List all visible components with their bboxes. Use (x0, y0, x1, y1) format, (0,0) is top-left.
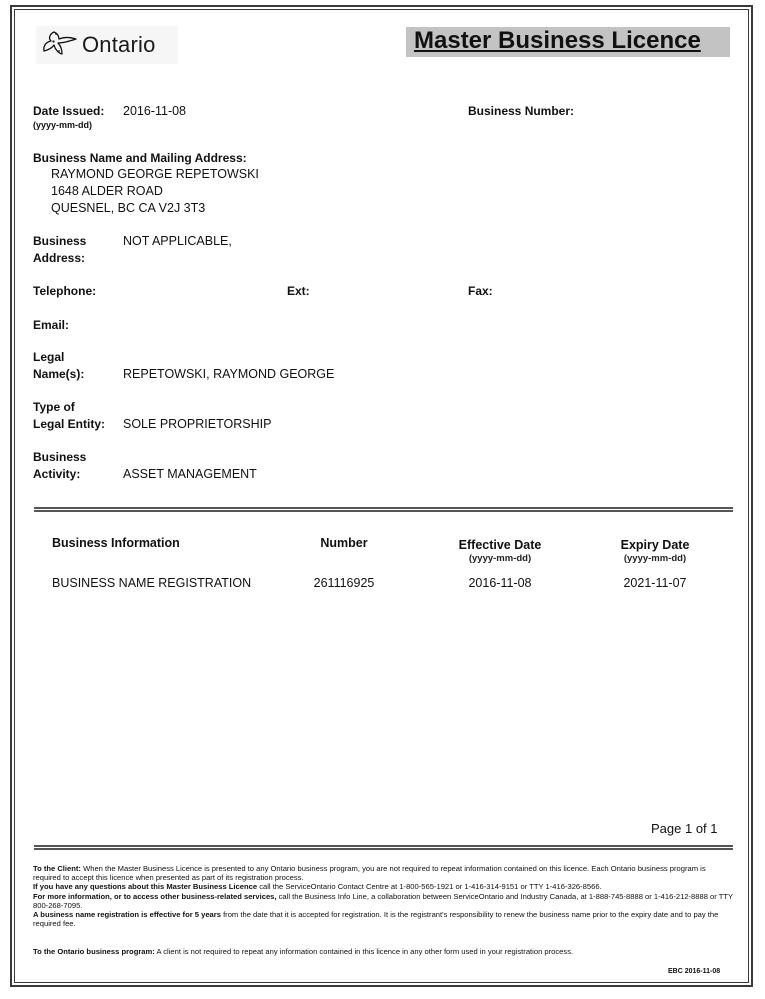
mailing-address-label: Business Name and Mailing Address: (33, 151, 247, 165)
document-title: Master Business Licence (414, 27, 701, 54)
legal-entity-value: SOLE PROPRIETORSHIP (123, 417, 272, 431)
row-number: 261116925 (313, 576, 375, 590)
col-header-effective-format: (yyyy-mm-dd) (468, 553, 532, 564)
col-header-expiry-date: Expiry Date (620, 538, 690, 552)
ontario-logo (36, 26, 178, 64)
mailing-line-street: 1648 ALDER ROAD (51, 184, 163, 198)
row-business-info: BUSINESS NAME REGISTRATION (52, 576, 252, 590)
fax-label: Fax: (468, 284, 493, 298)
note-effective: A business name registration is effective for 5 years from the date that it is accepted for registration. It is the registrant's responsibility to renew the business name prior to the expiry date and to pay the required fee. (33, 910, 719, 929)
telephone-label: Telephone: (33, 284, 97, 298)
note-questions: If you have any questions about this Master Business Licence call the ServiceOntario Contact Centre at 1-800-565-1921 or 1-416-314-9151 or TTY 1-416-326-8566. (33, 882, 602, 892)
note-to-client: To the Client: When the Master Business Licence is presented to any Ontario business program, you are not required to repeat information contained on this licence. Each Ontario business program is required to accept this licence when presented as part of its registration process. (33, 864, 706, 883)
business-address-label-2: Address: (33, 251, 86, 265)
col-header-effective-date: Effective Date (458, 538, 542, 552)
legal-names-value: REPETOWSKI, RAYMOND GEORGE (123, 367, 335, 381)
business-address-value: NOT APPLICABLE, (123, 234, 232, 248)
ext-label: Ext: (287, 284, 310, 298)
date-issued-format: (yyyy-mm-dd) (33, 120, 93, 130)
note-more-info: For more information, or to access other business-related services, call the Business Info Line, a collaboration between ServiceOntario and Industry Canada, at 1-888-745-8888 or 1-416-212-8888 or TTY 800-268-7095. (33, 891, 733, 910)
row-expiry-date: 2021-11-07 (623, 576, 687, 590)
business-activity-label-2: Activity: (33, 467, 81, 481)
trillium-icon (40, 28, 80, 60)
col-header-business-info: Business Information (52, 536, 180, 550)
row-effective-date: 2016-11-08 (468, 576, 532, 590)
business-number-label: Business Number: (468, 104, 575, 118)
email-label: Email: (33, 318, 70, 332)
date-issued-label: Date Issued: (33, 104, 105, 118)
legal-names-label: Legal (33, 350, 65, 364)
footer-notes (33, 864, 733, 928)
note-to-program: To the Ontario business program: A client is not required to repeat any information contained in this licence in any other form used in your registration process. (33, 947, 574, 956)
business-activity-label: Business (33, 450, 87, 464)
legal-entity-label: Type of (33, 400, 75, 414)
document-title-box (406, 27, 730, 57)
col-header-number: Number (320, 536, 368, 550)
page-indicator: Page 1 of 1 (651, 821, 718, 836)
business-address-label: Business (33, 234, 87, 248)
footer-divider (34, 845, 733, 850)
business-activity-value: ASSET MANAGEMENT (123, 467, 257, 481)
mailing-line-name: RAYMOND GEORGE REPETOWSKI (51, 167, 259, 181)
legal-names-label-2: Name(s): (33, 367, 85, 381)
col-header-expiry-format: (yyyy-mm-dd) (623, 553, 687, 564)
section-divider (34, 507, 733, 512)
mailing-line-city: QUESNEL, BC CA V2J 3T3 (51, 201, 206, 215)
date-issued-value: 2016-11-08 (123, 104, 187, 118)
legal-entity-label-2: Legal Entity: (33, 417, 106, 431)
logo-text: Ontario (82, 32, 156, 57)
form-code: EBC 2016-11-08 (668, 968, 721, 975)
